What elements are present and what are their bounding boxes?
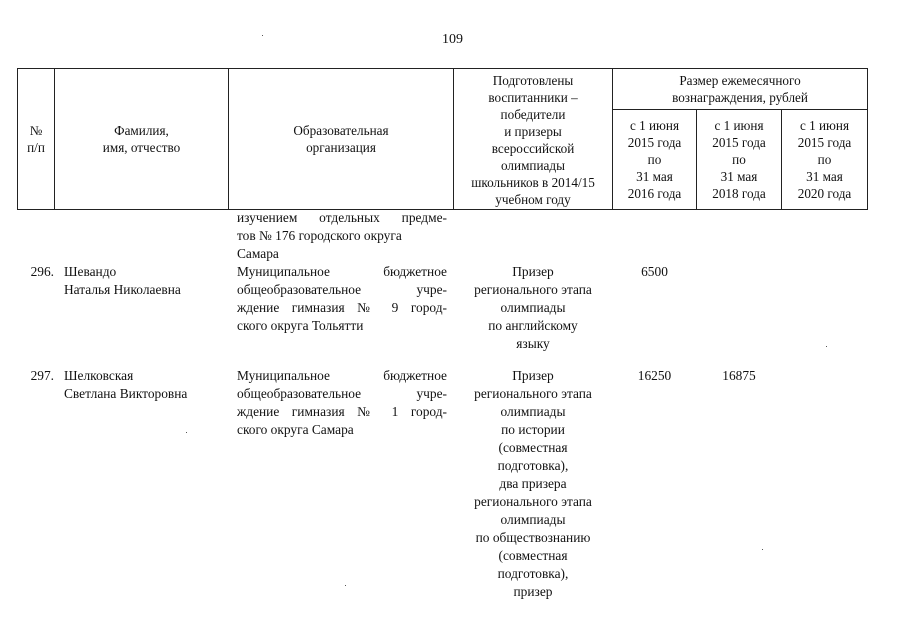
header-number: № п/п (17, 68, 55, 210)
header-award-group: Размер ежемесячного вознаграждения, рублей (612, 68, 868, 110)
row-prepared-line: по английскому (488, 318, 578, 333)
row-prepared-line: Призер (512, 264, 554, 279)
row-prepared-line: языку (516, 336, 550, 351)
header-full-name: Фамилия, имя, отчество (54, 68, 229, 210)
row-org-line: ского округа Тольятти (237, 318, 364, 333)
header-organization: Образовательная организация (228, 68, 454, 210)
row-org-line: общеобразовательное учре- (237, 386, 447, 401)
row-org-line: общеобразовательное учре- (237, 282, 447, 297)
row-award-2018: 16875 (722, 368, 756, 383)
row-org-line: Муниципальное бюджетное (237, 368, 447, 383)
row-org-line: ского округа Самара (237, 422, 354, 437)
row-prepared-line: подготовка), (497, 566, 569, 581)
row-org-line: ждение гимназия № 1 город- (237, 404, 447, 419)
scan-speck (826, 346, 827, 347)
page-number: 109 (442, 32, 463, 47)
header-award-2020: с 1 июня 2015 года по 31 мая 2020 года (781, 109, 868, 210)
row-name: Шелковская (64, 368, 134, 383)
row-prepared-line: (совместная (498, 548, 568, 563)
row-number: 296. (30, 264, 54, 279)
scan-speck (762, 549, 763, 550)
row-prepared-line: призер (513, 584, 553, 599)
row-prepared-line: олимпиады (500, 512, 566, 527)
header-award-2018: с 1 июня 2015 года по 31 мая 2018 года (696, 109, 782, 210)
row-name: Наталья Николаевна (64, 282, 181, 297)
row-prepared-line: олимпиады (500, 300, 566, 315)
row-prepared-line: подготовка), (497, 458, 569, 473)
row-prepared-line: регионального этапа (474, 494, 592, 509)
header-award-2016: с 1 июня 2015 года по 31 мая 2016 года (612, 109, 697, 210)
scan-speck (262, 35, 263, 36)
row-org-line: Муниципальное бюджетное (237, 264, 447, 279)
row-prepared-line: регионального этапа (474, 282, 592, 297)
scan-speck (186, 432, 187, 433)
row-name: Светлана Викторовна (64, 386, 188, 401)
row-prepared-line: (совместная (498, 440, 568, 455)
row-prepared-line: Призер (512, 368, 554, 383)
row-award-2016: 16250 (637, 368, 672, 383)
row-name: Шевандо (64, 264, 117, 279)
row-prepared-line: по обществознанию (475, 530, 591, 545)
row-prepared-line: по истории (501, 422, 565, 437)
header-prepared-students: Подготовлены воспитанники – победители и призеры всероссийской олимпиады школьников в 2014/15 учебном году (453, 68, 613, 210)
row-award-2016: 6500 (641, 264, 668, 279)
continuation-line: изучением отдельных предме- (237, 210, 447, 225)
row-number: 297. (30, 368, 54, 383)
row-org-line: ждение гимназия № 9 город- (237, 300, 447, 315)
continuation-line: Самара (237, 246, 279, 261)
row-prepared-line: олимпиады (500, 404, 566, 419)
scan-speck (345, 585, 346, 586)
row-prepared-line: два призера (499, 476, 567, 491)
continuation-line: тов № 176 городского округа (237, 228, 402, 243)
row-prepared-line: регионального этапа (474, 386, 592, 401)
